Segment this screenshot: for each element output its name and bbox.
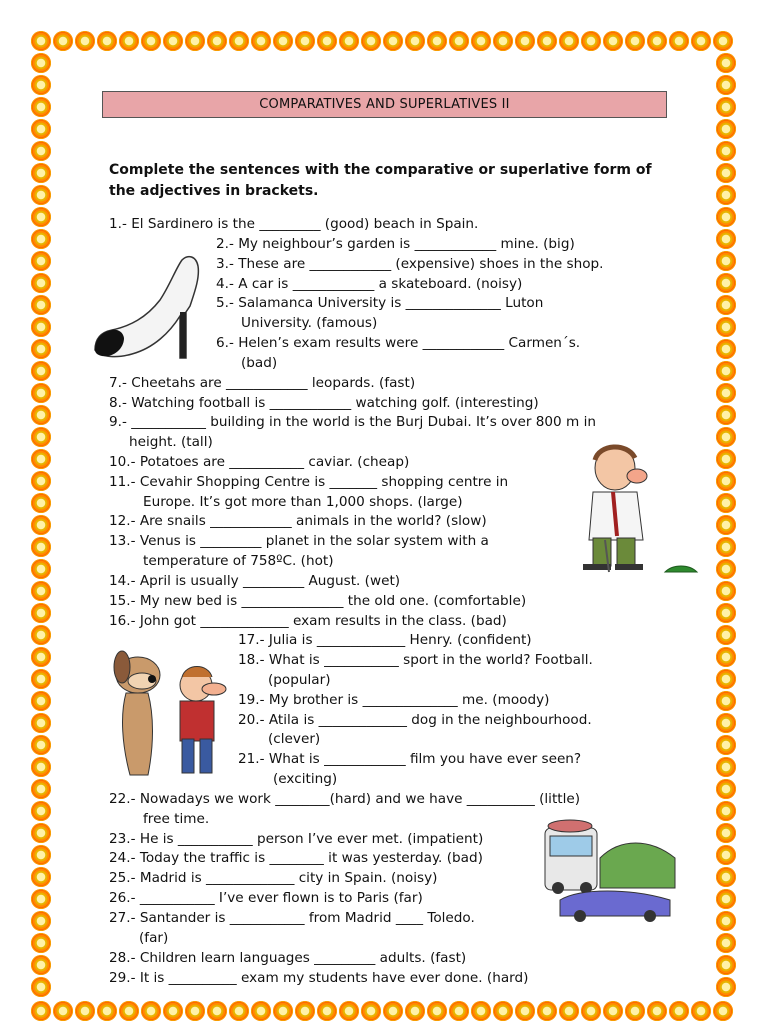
flower-icon bbox=[31, 185, 51, 205]
exercise-line: temperature of 758ºC. (hot) bbox=[143, 553, 334, 569]
flower-icon bbox=[603, 31, 623, 51]
exercise-line: 15.- My new bed is _______________ the old one. (comfortable) bbox=[109, 593, 527, 609]
flower-icon bbox=[141, 1001, 161, 1021]
flower-icon bbox=[31, 933, 51, 953]
flower-icon bbox=[716, 581, 736, 601]
exercise-line: 25.- Madrid is _____________ city in Spain. (noisy) bbox=[109, 870, 438, 886]
man-with-golf-club-icon bbox=[565, 440, 700, 580]
flower-icon bbox=[716, 75, 736, 95]
flower-icon bbox=[163, 1001, 183, 1021]
flower-icon bbox=[31, 581, 51, 601]
flower-icon bbox=[207, 1001, 227, 1021]
flower-icon bbox=[716, 889, 736, 909]
flower-icon bbox=[669, 31, 689, 51]
flower-icon bbox=[31, 163, 51, 183]
flower-icon bbox=[31, 603, 51, 623]
exercise-line: (clever) bbox=[268, 731, 321, 747]
flower-icon bbox=[31, 119, 51, 139]
flower-icon bbox=[361, 1001, 381, 1021]
flower-icon bbox=[716, 669, 736, 689]
flower-icon bbox=[31, 889, 51, 909]
flower-icon bbox=[691, 1001, 711, 1021]
exercise-line: 19.- My brother is ______________ me. (moody) bbox=[238, 692, 550, 708]
flower-icon bbox=[405, 31, 425, 51]
exercise-line: 29.- It is __________ exam my students have ever done. (hard) bbox=[109, 970, 529, 986]
flower-icon bbox=[515, 31, 535, 51]
flower-icon bbox=[295, 31, 315, 51]
flower-icon bbox=[31, 757, 51, 777]
flower-icon bbox=[317, 1001, 337, 1021]
flower-icon bbox=[449, 1001, 469, 1021]
flower-icon bbox=[31, 537, 51, 557]
flower-icon bbox=[716, 317, 736, 337]
exercise-line: 17.- Julia is _____________ Henry. (confident) bbox=[238, 632, 532, 648]
flower-icon bbox=[427, 1001, 447, 1021]
exercise-line: 21.- What is ____________ film you have ever seen? bbox=[238, 751, 582, 767]
flower-icon bbox=[716, 251, 736, 271]
flower-icon bbox=[229, 1001, 249, 1021]
flower-icon bbox=[31, 141, 51, 161]
flower-icon bbox=[716, 911, 736, 931]
flower-icon bbox=[339, 31, 359, 51]
traffic-jam-icon bbox=[540, 818, 680, 923]
flower-icon bbox=[31, 207, 51, 227]
flower-icon bbox=[515, 1001, 535, 1021]
flower-icon bbox=[229, 31, 249, 51]
flower-icon bbox=[716, 691, 736, 711]
flower-icon bbox=[471, 31, 491, 51]
flower-icon bbox=[716, 845, 736, 865]
exercise-line: (bad) bbox=[241, 355, 278, 371]
exercise-line: 11.- Cevahir Shopping Centre is _______ shopping centre in bbox=[109, 474, 509, 490]
flower-border-left bbox=[30, 52, 52, 1002]
exercise-line: height. (tall) bbox=[129, 434, 213, 450]
flower-icon bbox=[31, 823, 51, 843]
flower-border-bottom bbox=[30, 1000, 745, 1022]
flower-icon bbox=[716, 163, 736, 183]
exercise-line: Europe. It’s got more than 1,000 shops. (large) bbox=[143, 494, 463, 510]
flower-icon bbox=[31, 75, 51, 95]
flower-icon bbox=[716, 295, 736, 315]
exercise-line: 24.- Today the traffic is ________ it was yesterday. (bad) bbox=[109, 850, 483, 866]
flower-icon bbox=[691, 31, 711, 51]
exercise-line: 18.- What is ___________ sport in the world? Football. bbox=[238, 652, 593, 668]
flower-icon bbox=[716, 625, 736, 645]
flower-icon bbox=[559, 31, 579, 51]
flower-icon bbox=[75, 31, 95, 51]
flower-icon bbox=[716, 207, 736, 227]
flower-icon bbox=[97, 1001, 117, 1021]
exercise-line: University. (famous) bbox=[241, 315, 378, 331]
exercise-line: 3.- These are ____________ (expensive) shoes in the shop. bbox=[216, 256, 604, 272]
flower-icon bbox=[31, 713, 51, 733]
flower-icon bbox=[716, 339, 736, 359]
flower-icon bbox=[716, 405, 736, 425]
flower-icon bbox=[716, 97, 736, 117]
flower-icon bbox=[31, 31, 51, 51]
exercise-line: (exciting) bbox=[273, 771, 338, 787]
exercise-line: (popular) bbox=[268, 672, 331, 688]
instructions: Complete the sentences with the comparative or superlative form of the adjectives in brackets. bbox=[109, 162, 652, 199]
flower-icon bbox=[31, 317, 51, 337]
flower-icon bbox=[31, 735, 51, 755]
flower-icon bbox=[716, 515, 736, 535]
flower-icon bbox=[559, 1001, 579, 1021]
flower-icon bbox=[361, 31, 381, 51]
flower-icon bbox=[141, 31, 161, 51]
flower-icon bbox=[31, 691, 51, 711]
exercise-line: 12.- Are snails ____________ animals in the world? (slow) bbox=[109, 513, 487, 529]
flower-icon bbox=[31, 449, 51, 469]
flower-icon bbox=[716, 977, 736, 997]
flower-icon bbox=[581, 31, 601, 51]
flower-icon bbox=[31, 955, 51, 975]
flower-icon bbox=[31, 515, 51, 535]
flower-icon bbox=[603, 1001, 623, 1021]
flower-icon bbox=[625, 1001, 645, 1021]
flower-icon bbox=[716, 955, 736, 975]
flower-icon bbox=[31, 647, 51, 667]
flower-icon bbox=[163, 31, 183, 51]
flower-icon bbox=[716, 273, 736, 293]
flower-icon bbox=[273, 31, 293, 51]
flower-icon bbox=[295, 1001, 315, 1021]
flower-icon bbox=[716, 757, 736, 777]
flower-icon bbox=[31, 779, 51, 799]
flower-icon bbox=[97, 31, 117, 51]
flower-icon bbox=[31, 339, 51, 359]
worksheet-title: COMPARATIVES AND SUPERLATIVES II bbox=[102, 91, 667, 118]
exercise-line: (far) bbox=[139, 930, 169, 946]
flower-icon bbox=[31, 427, 51, 447]
flower-icon bbox=[207, 31, 227, 51]
flower-icon bbox=[716, 361, 736, 381]
flower-icon bbox=[31, 295, 51, 315]
flower-icon bbox=[537, 31, 557, 51]
flower-icon bbox=[471, 1001, 491, 1021]
flower-icon bbox=[31, 251, 51, 271]
exercise-line: 13.- Venus is _________ planet in the solar system with a bbox=[109, 533, 489, 549]
flower-icon bbox=[31, 273, 51, 293]
flower-icon bbox=[716, 185, 736, 205]
exercise-line: 9.- ___________ building in the world is the Burj Dubai. It’s over 800 m in bbox=[109, 414, 596, 430]
flower-icon bbox=[713, 1001, 733, 1021]
exercise-line: 14.- April is usually _________ August. (wet) bbox=[109, 573, 401, 589]
flower-icon bbox=[716, 383, 736, 403]
flower-icon bbox=[716, 779, 736, 799]
flower-icon bbox=[427, 31, 447, 51]
flower-icon bbox=[716, 867, 736, 887]
flower-icon bbox=[716, 559, 736, 579]
flower-icon bbox=[317, 31, 337, 51]
flower-icon bbox=[31, 867, 51, 887]
flower-icon bbox=[31, 405, 51, 425]
exercise-line: 28.- Children learn languages _________ adults. (fast) bbox=[109, 950, 467, 966]
flower-icon bbox=[383, 1001, 403, 1021]
flower-icon bbox=[383, 31, 403, 51]
exercise-line: 6.- Helen’s exam results were ____________ Carmen´s. bbox=[216, 335, 581, 351]
flower-icon bbox=[251, 1001, 271, 1021]
flower-icon bbox=[716, 647, 736, 667]
flower-icon bbox=[31, 53, 51, 73]
exercise-line: 7.- Cheetahs are ____________ leopards. (fast) bbox=[109, 375, 416, 391]
flower-icon bbox=[31, 669, 51, 689]
flower-icon bbox=[716, 53, 736, 73]
flower-icon bbox=[31, 911, 51, 931]
flower-icon bbox=[119, 31, 139, 51]
flower-icon bbox=[493, 1001, 513, 1021]
flower-icon bbox=[31, 845, 51, 865]
flower-icon bbox=[716, 735, 736, 755]
flower-icon bbox=[251, 31, 271, 51]
flower-icon bbox=[713, 31, 733, 51]
flower-icon bbox=[716, 427, 736, 447]
flower-icon bbox=[716, 537, 736, 557]
flower-icon bbox=[31, 471, 51, 491]
flower-icon bbox=[53, 1001, 73, 1021]
flower-icon bbox=[31, 625, 51, 645]
flower-icon bbox=[716, 229, 736, 249]
exercise-line: 8.- Watching football is ____________ watching golf. (interesting) bbox=[109, 395, 539, 411]
exercise-line: 16.- John got _____________ exam results in the class. (bad) bbox=[109, 613, 507, 629]
flower-icon bbox=[493, 31, 513, 51]
flower-icon bbox=[75, 1001, 95, 1021]
flower-icon bbox=[716, 471, 736, 491]
flower-icon bbox=[449, 31, 469, 51]
flower-icon bbox=[716, 449, 736, 469]
flower-icon bbox=[716, 801, 736, 821]
flower-icon bbox=[716, 493, 736, 513]
flower-icon bbox=[716, 933, 736, 953]
exercise-line: free time. bbox=[143, 811, 210, 827]
cartoon-dog-and-man-icon bbox=[108, 645, 233, 780]
flower-icon bbox=[31, 1001, 51, 1021]
flower-icon bbox=[31, 383, 51, 403]
flower-icon bbox=[625, 31, 645, 51]
flower-border-top bbox=[30, 30, 745, 52]
exercise-line: 1.- El Sardinero is the _________ (good) beach in Spain. bbox=[109, 216, 479, 232]
flower-icon bbox=[185, 1001, 205, 1021]
flower-icon bbox=[339, 1001, 359, 1021]
flower-icon bbox=[31, 559, 51, 579]
exercise-line: 27.- Santander is ___________ from Madrid ____ Toledo. bbox=[109, 910, 475, 926]
flower-icon bbox=[31, 97, 51, 117]
flower-icon bbox=[716, 713, 736, 733]
flower-icon bbox=[581, 1001, 601, 1021]
flower-icon bbox=[716, 141, 736, 161]
flower-icon bbox=[31, 361, 51, 381]
flower-border-right bbox=[715, 52, 737, 1002]
flower-icon bbox=[647, 1001, 667, 1021]
flower-icon bbox=[716, 823, 736, 843]
flower-icon bbox=[31, 493, 51, 513]
flower-icon bbox=[31, 229, 51, 249]
exercise-line: 4.- A car is ____________ a skateboard. (noisy) bbox=[216, 276, 523, 292]
flower-icon bbox=[716, 119, 736, 139]
flower-icon bbox=[405, 1001, 425, 1021]
flower-icon bbox=[185, 31, 205, 51]
flower-icon bbox=[119, 1001, 139, 1021]
exercise-line: 5.- Salamanca University is ______________ Luton bbox=[216, 295, 544, 311]
exercise-line: 22.- Nowadays we work ________(hard) and we have __________ (little) bbox=[109, 791, 581, 807]
flower-icon bbox=[31, 801, 51, 821]
flower-icon bbox=[53, 31, 73, 51]
exercise-line: 20.- Atila is _____________ dog in the neighbourhood. bbox=[238, 712, 592, 728]
exercise-line: 23.- He is ___________ person I’ve ever met. (impatient) bbox=[109, 831, 484, 847]
high-heel-shoe-icon bbox=[90, 250, 215, 365]
flower-icon bbox=[31, 977, 51, 997]
flower-icon bbox=[647, 31, 667, 51]
flower-icon bbox=[716, 603, 736, 623]
exercise-line: 10.- Potatoes are ___________ caviar. (cheap) bbox=[109, 454, 410, 470]
flower-icon bbox=[537, 1001, 557, 1021]
flower-icon bbox=[273, 1001, 293, 1021]
exercise-line: 26.- ___________ I’ve ever flown is to Paris (far) bbox=[109, 890, 423, 906]
exercise-line: 2.- My neighbour’s garden is ____________ mine. (big) bbox=[216, 236, 575, 252]
flower-icon bbox=[669, 1001, 689, 1021]
